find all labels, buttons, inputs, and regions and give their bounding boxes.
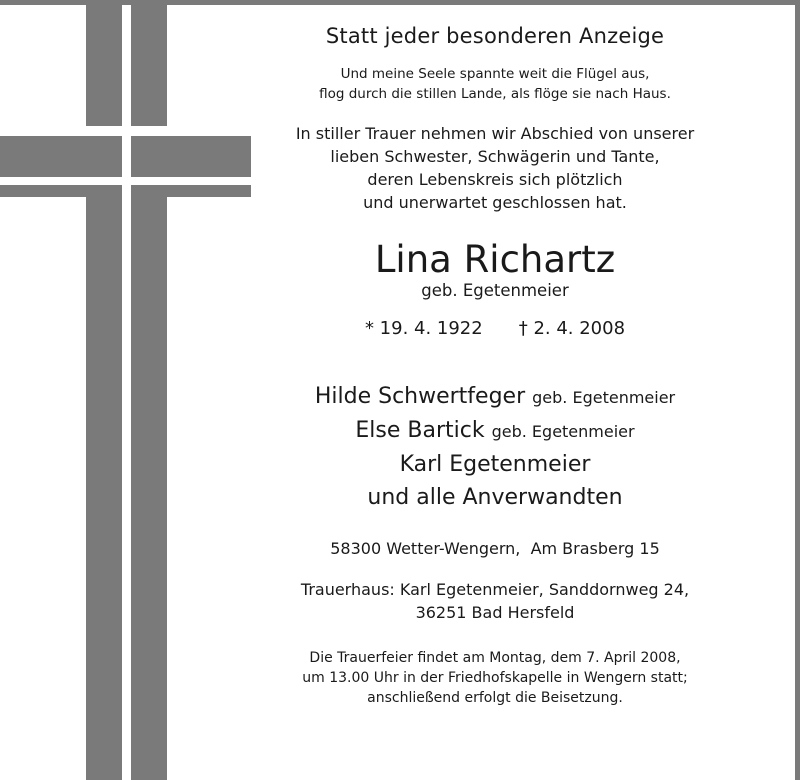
birth-date: * 19. 4. 1922 xyxy=(364,318,483,339)
mourning-house-line: Trauerhaus: Karl Egetenmeier, Sanddornweg 24, xyxy=(300,580,690,599)
mourner-name: und alle Anverwandten xyxy=(367,485,623,510)
mourner-note: geb. Egetenmeier xyxy=(532,388,676,407)
service-line: anschließend erfolgt die Beisetzung. xyxy=(367,690,623,706)
mourner-line xyxy=(255,414,735,448)
mourner-name: Karl Egetenmeier xyxy=(399,452,591,477)
poem-line: Und meine Seele spannte weit die Flügel aus, xyxy=(340,66,650,82)
mourning-house-line: 36251 Bad Hersfeld xyxy=(415,603,575,622)
mourners-list xyxy=(255,380,735,514)
deceased-name: Lina Richartz xyxy=(374,238,616,281)
mourner-name: Hilde Schwertfeger xyxy=(314,384,526,409)
address: 58300 Wetter-Wengern, Am Brasberg 15 xyxy=(330,539,660,558)
mourner-line xyxy=(255,380,735,414)
notice-heading: Statt jeder besonderen Anzeige xyxy=(325,24,665,48)
mourner-line xyxy=(255,481,735,514)
intro-line: und unerwartet geschlossen hat. xyxy=(363,193,627,212)
life-dates xyxy=(255,316,735,342)
notice-text xyxy=(255,24,735,708)
mourner-line xyxy=(255,448,735,481)
intro-line: deren Lebenskreis sich plötzlich xyxy=(367,170,623,189)
intro-line: lieben Schwester, Schwägerin und Tante, xyxy=(330,147,660,166)
poem-line: flog durch die stillen Lande, als flöge sie nach Haus. xyxy=(319,86,671,102)
mourner-name: Else Bartick xyxy=(355,418,485,443)
death-date: † 2. 4. 2008 xyxy=(518,318,626,339)
mourner-note: geb. Egetenmeier xyxy=(491,422,635,441)
service-line: um 13.00 Uhr in der Friedhofskapelle in Wengern statt; xyxy=(302,670,688,686)
maiden-name: geb. Egetenmeier xyxy=(421,281,569,300)
service-line: Die Trauerfeier findet am Montag, dem 7. April 2008, xyxy=(309,650,681,666)
intro-line: In stiller Trauer nehmen wir Abschied von unserer xyxy=(295,124,695,143)
